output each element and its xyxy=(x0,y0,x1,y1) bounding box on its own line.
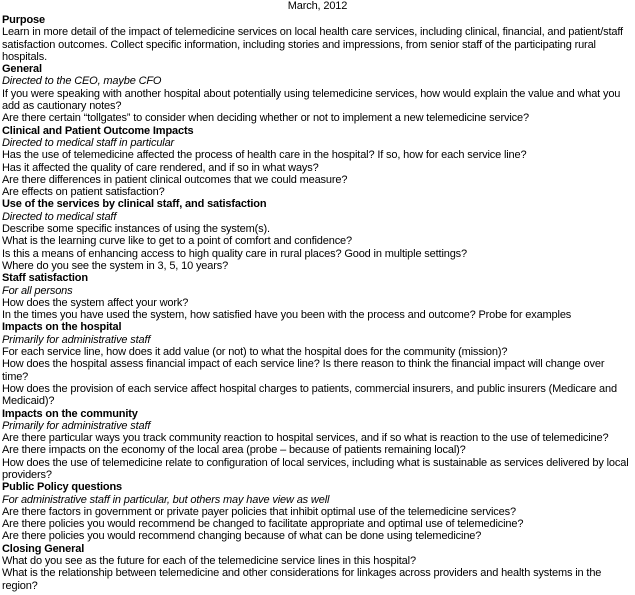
section-heading-closing-general: Closing General xyxy=(2,542,85,555)
question: Where do you see the system in 3, 5, 10 years? xyxy=(2,259,229,272)
question: Has it affected the quality of care rendered, and if so in what ways? xyxy=(2,161,319,174)
question: How does the provision of each service affect hospital charges to patients, commercial insurers, and public insurers (Medicare and Medicaid)? xyxy=(2,382,617,408)
question: Is this a means of enhancing access to high quality care in rural places? Good in multiple settings? xyxy=(2,247,467,260)
question: Has the use of telemedicine affected the process of health care in the hospital? If so, how for each service line? xyxy=(2,149,527,162)
purpose-heading: Purpose xyxy=(2,14,45,26)
section-heading-clinical-staff-use: Use of the services by clinical staff, and satisfaction xyxy=(2,198,267,211)
question: If you were speaking with another hospital about potentially using telemedicine services, how would explain the value and what you add as cautionary notes? xyxy=(2,87,621,113)
document-date: March, 2012 xyxy=(287,0,348,12)
section-heading-community-impacts: Impacts on the community xyxy=(2,407,138,420)
question: How does the use of telemedicine relate to configuration of local services, including what is sustainable as services delivered by local providers? xyxy=(2,456,629,481)
section-heading-public-policy: Public Policy questions xyxy=(2,481,123,494)
section-audience: Directed to the CEO, maybe CFO xyxy=(2,75,162,88)
section-heading-staff-satisfaction: Staff satisfaction xyxy=(2,272,88,285)
question: How does the hospital assess financial impact of each service line? Is there reason to think the financial impact will change over time? xyxy=(2,358,605,383)
section-audience: For all persons xyxy=(2,284,73,297)
question: What is the learning curve like to get to a point of comfort and confidence? xyxy=(2,235,352,248)
section-heading-clinical-outcomes: Clinical and Patient Outcome Impacts xyxy=(2,124,194,137)
question: Describe some specific instances of using the system(s). xyxy=(2,223,270,236)
question: Are there differences in patient clinical outcomes that we could measure? xyxy=(2,173,348,186)
question: Are there particular ways you track community reaction to hospital services, and if so what is reaction to the use of telemedicine? xyxy=(2,432,609,445)
question: Are there policies you would recommend be changed to facilitate appropriate and optimal use of telemedicine? xyxy=(2,518,524,531)
question: How does the system affect your work? xyxy=(2,296,189,309)
question: In the times you have used the system, how satisfied have you been with the process and outcome? Probe for examples xyxy=(2,309,572,322)
question: What do you see as the future for each of the telemedicine service lines in this hospital? xyxy=(2,555,416,568)
section-audience: For administrative staff in particular, but others may have view as well xyxy=(2,493,330,506)
section-audience: Directed to medical staff in particular xyxy=(2,136,175,149)
question: Are there factors in government or private payer policies that inhibit optimal use of the telemedicine services? xyxy=(2,505,516,518)
section-heading-hospital-impacts: Impacts on the hospital xyxy=(2,321,122,334)
section-audience: Directed to medical staff xyxy=(2,210,117,223)
question: Are effects on patient satisfaction? xyxy=(2,186,165,199)
section-audience: Primarily for administrative staff xyxy=(2,333,151,346)
question: For each service line, how does it add value (or not) to what the hospital does for the community (mission)? xyxy=(2,346,508,359)
question: What is the relationship between telemedicine and other considerations for linkages across providers and health systems in the region? xyxy=(2,567,602,592)
question: Are there policies you would recommend changing because of what can be done using telemedicine? xyxy=(2,530,482,543)
purpose-text: Learn in more detail of the impact of telemedicine services on local health care services, including clinical, financial, and patient/staff satisfaction outcomes. Collect specific information, including stories and impressions, from senior staff of the participating rural hospitals. xyxy=(2,26,623,63)
question: Are there certain “tollgates” to consider when deciding whether or not to implement a new telemedicine service? xyxy=(2,112,529,125)
section-audience: Primarily for administrative staff xyxy=(2,419,151,432)
question: Are there impacts on the economy of the local area (probe – because of patients remaining local)? xyxy=(2,444,466,457)
section-heading-general: General xyxy=(2,63,42,76)
